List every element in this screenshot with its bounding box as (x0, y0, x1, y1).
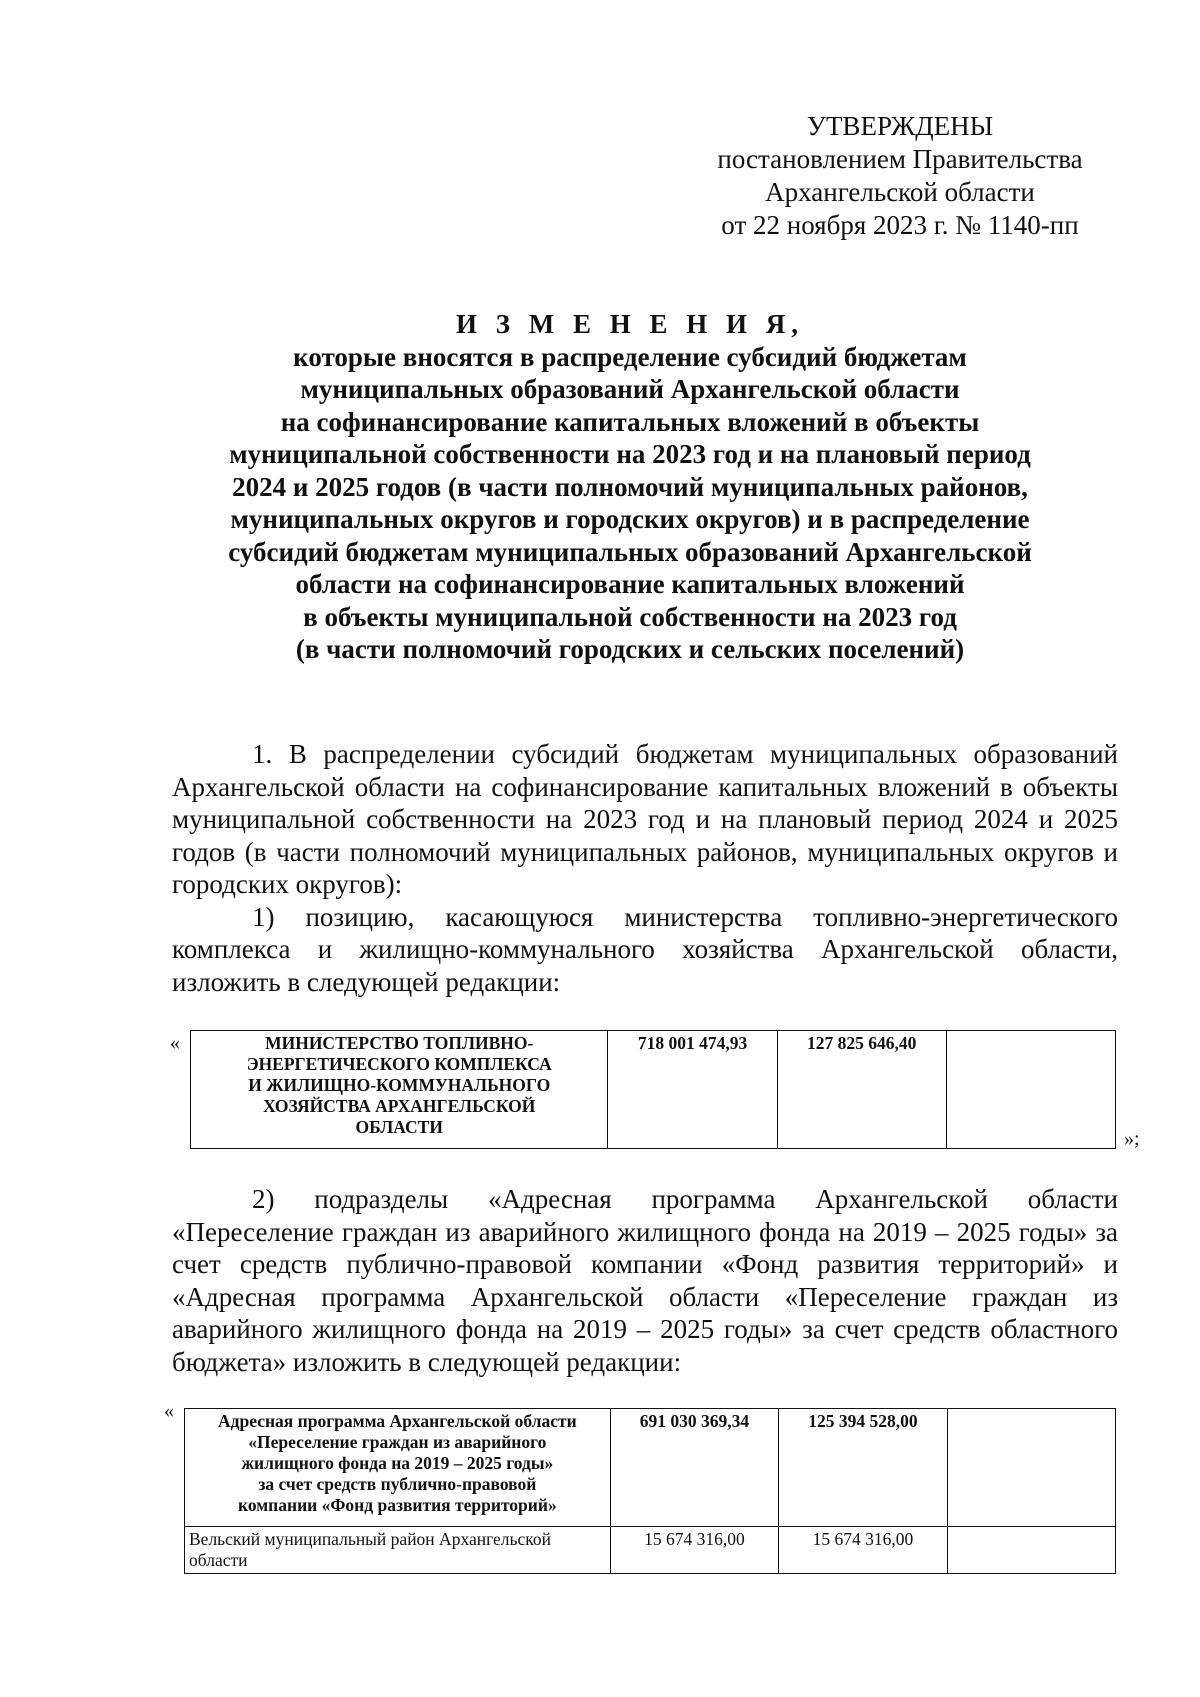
title-line: в объекты муниципальной собственности на 2023 год (303, 601, 957, 632)
approval-line-1: УТВЕРЖДЕНЫ (806, 111, 994, 141)
amount-cell (947, 1527, 1115, 1574)
title-line: муниципальных образований Архангельской области (300, 374, 960, 404)
cell-line: МИНИСТЕРСТВО ТОПЛИВНО- (265, 1033, 534, 1053)
title-line: 2024 и 2025 годов (в части полномочий муниципальных районов, (232, 471, 1028, 502)
cell-line: ХОЗЯЙСТВА АРХАНГЕЛЬСКОЙ (263, 1096, 536, 1116)
cell-line: компании «Фонд развития территорий» (237, 1495, 557, 1515)
cell-line: Адресная программа Архангельской области (218, 1411, 577, 1431)
approval-line-2: постановлением Правительства (717, 144, 1083, 174)
title-heading: И З М Е Н Е Н И Я, (455, 309, 804, 339)
approval-stamp (680, 110, 1120, 242)
amount-cell: 718 001 474,93 (608, 1031, 777, 1149)
open-quote: « (170, 1032, 180, 1054)
title-line: на софинансирование капитальных вложений в объекты (280, 406, 980, 437)
table-row (185, 1527, 1116, 1574)
amount-cell: 15 674 316,00 (779, 1527, 948, 1574)
amount-cell: 15 674 316,00 (610, 1527, 779, 1574)
approval-line-4: от 22 ноября 2023 г. № 1140-пп (721, 210, 1079, 240)
section-2-body (172, 1183, 1118, 1378)
document-title (170, 308, 1090, 666)
close-quote: »; (1124, 1128, 1140, 1150)
section-1-body (172, 738, 1118, 998)
amount-cell: 691 030 369,34 (610, 1409, 779, 1527)
open-quote: « (164, 1400, 174, 1422)
title-line: муниципальной собственности на 2023 год и на плановый период (229, 439, 1031, 469)
paragraph-1-1: 1) позицию, касающуюся министерства топливно-энергетического комплекса и жилищно-коммунального хозяйства Архангельской области, изложить в следующей редакции: (172, 901, 1118, 997)
title-line: субсидий бюджетам муниципальных образований Архангельской (228, 536, 1032, 567)
paragraph-2: 2) подразделы «Адресная программа Архангельской области «Переселение граждан из аварийного жилищного фонда на 2019 – 2025 годы» за счет средств публично-правовой компании «Фонд развития территорий» и «Адресная программа Архангельской области «Переселение граждан из аварийного жилищного фонда на 2019 – 2025 годы» за счет средств областного бюджета» изложить в следующей редакции: (172, 1184, 1118, 1377)
ministry-name-cell (191, 1031, 608, 1149)
title-line: области на софинансирование капитальных вложений (295, 569, 965, 599)
table-resettlement (184, 1408, 1116, 1574)
cell-line: «Переселение граждан из аварийного (248, 1432, 547, 1452)
cell-line: жилищного фонда на 2019 – 2025 годы» (241, 1453, 554, 1473)
amount-cell (947, 1409, 1115, 1527)
district-name-cell (185, 1527, 611, 1574)
amount-cell: 127 825 646,40 (777, 1031, 946, 1149)
table-row (191, 1031, 1116, 1149)
cell-line: области (189, 1550, 248, 1570)
paragraph-1: 1. В распределении субсидий бюджетам муниципальных образований Архангельской области на софинансирование капитальных вложений в объекты муниципальной собственности на 2023 год и на плановый период 2024 и 2025 годов (в части полномочий муниципальных районов, муниципальных округов и городских округов): (172, 739, 1118, 899)
cell-line: ЭНЕРГЕТИЧЕСКОГО КОМПЛЕКСА (246, 1054, 552, 1074)
program-name-cell (185, 1409, 611, 1527)
title-line: которые вносятся в распределение субсидий бюджетам (293, 341, 967, 372)
table-ministry (190, 1030, 1116, 1149)
title-line: (в части полномочий городских и сельских поселений) (295, 634, 965, 664)
title-line: муниципальных округов и городских округов) и в распределение (230, 504, 1030, 534)
table-row (185, 1409, 1116, 1527)
amount-cell (946, 1031, 1115, 1149)
approval-line-3: Архангельской области (765, 177, 1035, 207)
cell-line: за счет средств публично-правовой (258, 1474, 537, 1494)
amount-cell: 125 394 528,00 (779, 1409, 948, 1527)
cell-line: Вельский муниципальный район Архангельской (189, 1529, 552, 1549)
cell-line: ОБЛАСТИ (355, 1117, 443, 1137)
cell-line: И ЖИЛИЩНО-КОММУНАЛЬНОГО (248, 1075, 551, 1095)
